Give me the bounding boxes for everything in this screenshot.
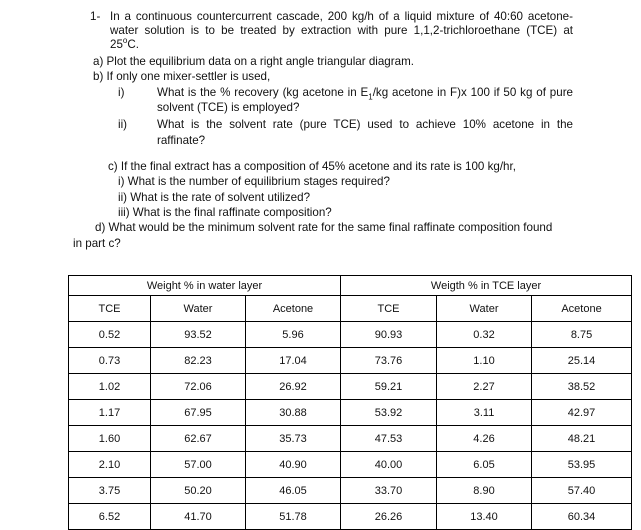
table-row bbox=[69, 452, 632, 478]
problem-number: 1- bbox=[90, 10, 101, 23]
part-b-i-subscript: 1 bbox=[368, 92, 373, 102]
part-d-line-1: d) What would be the minimum solvent rate for the same final raffinate composition found bbox=[95, 221, 553, 234]
part-d-line-2: in part c? bbox=[73, 237, 121, 250]
table-cell: 1.02 bbox=[69, 374, 151, 400]
table-cell: 30.88 bbox=[246, 400, 341, 426]
table-cell: 1.17 bbox=[69, 400, 151, 426]
table-cell: 72.06 bbox=[151, 374, 246, 400]
group-header-row bbox=[69, 276, 632, 296]
table-cell: 48.21 bbox=[532, 426, 632, 452]
table-cell: 8.75 bbox=[532, 322, 632, 348]
table-row bbox=[69, 400, 632, 426]
table-cell: 2.27 bbox=[437, 374, 532, 400]
table-cell: 38.52 bbox=[532, 374, 632, 400]
table-cell: 6.52 bbox=[69, 504, 151, 530]
table-cell: 57.00 bbox=[151, 452, 246, 478]
intro-line-1: In a continuous countercurrent cascade, 200 kg/h of a liquid mixture of 40:60 acetone- bbox=[110, 10, 573, 23]
table-cell: 93.52 bbox=[151, 322, 246, 348]
part-b-ii-line-1: What is the solvent rate (pure TCE) used to achieve 10% acetone in the bbox=[157, 118, 573, 131]
col-header-tce-water: Water bbox=[437, 296, 532, 322]
table-cell: 25.14 bbox=[532, 348, 632, 374]
part-c-ii: ii) What is the rate of solvent utilized? bbox=[118, 191, 311, 204]
water-layer-header: Weight % in water layer bbox=[69, 276, 341, 296]
tce-layer-header: Weigth % in TCE layer bbox=[341, 276, 632, 296]
col-header-water-acetone: Acetone bbox=[246, 296, 341, 322]
table-cell: 90.93 bbox=[341, 322, 437, 348]
table-cell: 8.90 bbox=[437, 478, 532, 504]
part-b-i-line-1 bbox=[157, 86, 573, 100]
intro-line-2: water solution is to be treated by extraction with pure 1,1,2-trichloroethane (TCE) at bbox=[110, 24, 573, 37]
table-cell: 2.10 bbox=[69, 452, 151, 478]
table-cell: 5.96 bbox=[246, 322, 341, 348]
intro-line-3 bbox=[110, 38, 139, 52]
table-cell: 53.95 bbox=[532, 452, 632, 478]
table-cell: 50.20 bbox=[151, 478, 246, 504]
table-cell: 67.95 bbox=[151, 400, 246, 426]
table-cell: 0.52 bbox=[69, 322, 151, 348]
part-b-ii-label: ii) bbox=[118, 118, 128, 131]
table-cell: 6.05 bbox=[437, 452, 532, 478]
table-cell: 17.04 bbox=[246, 348, 341, 374]
table-cell: 1.10 bbox=[437, 348, 532, 374]
table-row bbox=[69, 504, 632, 530]
table-cell: 26.26 bbox=[341, 504, 437, 530]
table-cell: 73.76 bbox=[341, 348, 437, 374]
table-cell: 42.97 bbox=[532, 400, 632, 426]
table-row bbox=[69, 374, 632, 400]
degree-sign: o bbox=[122, 36, 128, 46]
table-cell: 40.00 bbox=[341, 452, 437, 478]
part-b: b) If only one mixer-settler is used, bbox=[93, 70, 271, 83]
table-cell: 3.11 bbox=[437, 400, 532, 426]
part-c-i: i) What is the number of equilibrium stages required? bbox=[118, 175, 390, 188]
table-cell: 0.32 bbox=[437, 322, 532, 348]
part-b-i-label: i) bbox=[118, 86, 125, 99]
table-row bbox=[69, 322, 632, 348]
table-cell: 41.70 bbox=[151, 504, 246, 530]
table-cell: 0.73 bbox=[69, 348, 151, 374]
part-b-i-line-2: solvent (TCE) is employed? bbox=[157, 101, 300, 114]
part-b-i-text-b: /kg acetone in F)x 100 if 50 kg of pure bbox=[372, 86, 574, 99]
table-cell: 33.70 bbox=[341, 478, 437, 504]
table-cell: 60.34 bbox=[532, 504, 632, 530]
table-cell: 62.67 bbox=[151, 426, 246, 452]
part-b-ii-line-2: raffinate? bbox=[157, 134, 206, 147]
table-cell: 51.78 bbox=[246, 504, 341, 530]
table-cell: 3.75 bbox=[69, 478, 151, 504]
table-cell: 59.21 bbox=[341, 374, 437, 400]
table-cell: 13.40 bbox=[437, 504, 532, 530]
table-cell: 47.53 bbox=[341, 426, 437, 452]
table-row bbox=[69, 348, 632, 374]
table-cell: 35.73 bbox=[246, 426, 341, 452]
table-cell: 53.92 bbox=[341, 400, 437, 426]
part-c-iii: iii) What is the final raffinate composition? bbox=[118, 206, 332, 219]
table-cell: 1.60 bbox=[69, 426, 151, 452]
part-b-i-text-a: What is the % recovery (kg acetone in E bbox=[157, 86, 369, 99]
table-row bbox=[69, 478, 632, 504]
table-cell: 57.40 bbox=[532, 478, 632, 504]
col-header-water-water: Water bbox=[151, 296, 246, 322]
part-a: a) Plot the equilibrium data on a right angle triangular diagram. bbox=[93, 55, 414, 68]
part-c: c) If the final extract has a composition of 45% acetone and its rate is 100 kg/hr, bbox=[108, 160, 516, 173]
col-header-water-tce: TCE bbox=[69, 296, 151, 322]
col-header-tce-tce: TCE bbox=[341, 296, 437, 322]
column-header-row bbox=[69, 296, 632, 322]
table-cell: 40.90 bbox=[246, 452, 341, 478]
table-cell: 82.23 bbox=[151, 348, 246, 374]
table-cell: 26.92 bbox=[246, 374, 341, 400]
temperature-unit: C. bbox=[127, 38, 139, 51]
table-row bbox=[69, 426, 632, 452]
temperature-value: 25 bbox=[110, 38, 123, 51]
table-cell: 4.26 bbox=[437, 426, 532, 452]
equilibrium-data-table bbox=[68, 275, 632, 530]
table-cell: 46.05 bbox=[246, 478, 341, 504]
col-header-tce-acetone: Acetone bbox=[532, 296, 632, 322]
